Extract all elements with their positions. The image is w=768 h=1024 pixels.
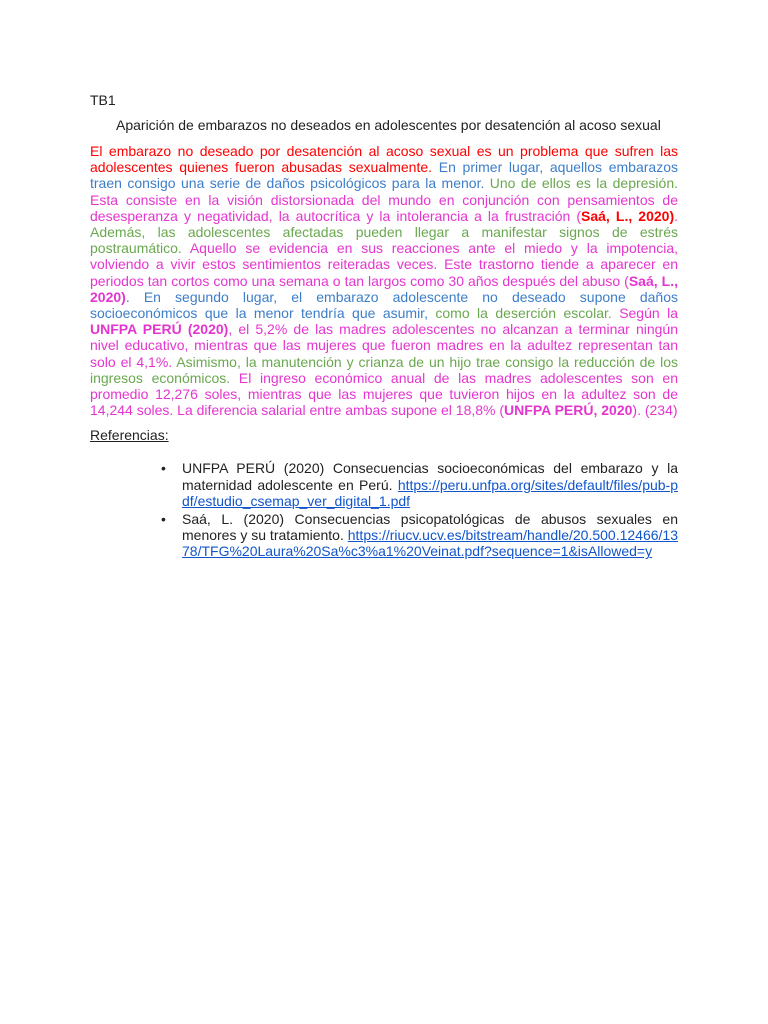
paragraph-segment: , el 5,2% de las madres adolescentes no alcanzan a terminar ningún nivel educativo, mientras que las mujeres que fueron madres en la adultez representan tan solo el 4,1%. <box>90 321 678 370</box>
paragraph-segment: . <box>674 207 679 224</box>
paragraph-segment: . En segundo lugar, el embarazo adolescente no deseado supone daños socioeconómicos que la menor tendría que asumir, <box>90 288 678 322</box>
reference-link[interactable]: https://peru.unfpa.org/sites/default/files/pub-pdf/estudio_csemap_ver_digital_1.pdf <box>182 476 678 509</box>
document-page <box>90 92 678 562</box>
paragraph-segment: El ingreso económico anual de las madres adolescentes son en promedio 12,276 soles, mientras que las mujeres que tuvieron hijos en la adultez son de 14,244 soles. La diferencia salarial entre ambas supone el 18,8% ( <box>90 369 678 419</box>
paragraph-segment: Asimismo, la manutención y crianza de un hijo trae consigo la reducción de los ingresos económicos. <box>90 353 678 386</box>
paragraph-segment: Según la <box>619 305 678 322</box>
reference-item <box>161 511 678 560</box>
reference-text: Saá, L. (2020) Consecuencias psicopatológicas de abusos sexuales en menores y su tratamiento. <box>182 511 678 544</box>
paragraph-segment: Esta consiste en la visión distorsionada del mundo en conjunción con pensamientos de desesperanza y negatividad, la autocrítica y la intolerancia a la frustración ( <box>90 191 678 224</box>
body-paragraph <box>90 143 678 418</box>
bullet-icon: • <box>161 460 166 477</box>
citation: UNFPA PERÚ (2020) <box>90 321 229 338</box>
paragraph-segment: En primer lugar, aquellos embarazos traen consigo una serie de daños psicológicos para la menor. <box>90 159 678 192</box>
reference-item <box>161 460 678 509</box>
citation: UNFPA PERÚ, 2020 <box>504 402 633 419</box>
paragraph-segment: como la deserción escolar. <box>435 305 620 322</box>
paragraph-segment: ). (234) <box>632 402 678 419</box>
references-list <box>90 460 678 559</box>
reference-text: UNFPA PERÚ (2020) Consecuencias socioeconómicas del embarazo y la maternidad adolescente en Perú. <box>182 460 678 493</box>
paragraph-segment: Uno de ellos es la depresión. <box>489 175 678 192</box>
paragraph-segment: El embarazo no deseado por desatención al acoso sexual es un problema que sufren las adolescentes quienes fueron abusadas sexualmente. <box>90 143 678 176</box>
references-heading: Referencias: <box>90 427 169 444</box>
paragraph-segment: Aquello se evidencia en sus reacciones ante el miedo y la impotencia, volviendo a vivir estos sentimientos reiteradas veces. Este trastorno tiende a aparecer en periodos tan cortos como una semana o tan largos como 30 años después del abuso ( <box>90 240 678 289</box>
document-title: Aparición de embarazos no deseados en adolescentes por desatención al acoso sexual <box>116 117 661 133</box>
paragraph-segment: Además, las adolescentes afectadas pueden llegar a manifestar signos de estrés postraumático. <box>90 224 678 257</box>
citation: Saá, L., 2020) <box>581 207 675 224</box>
document-code: TB1 <box>90 92 116 108</box>
bullet-icon: • <box>161 511 166 528</box>
reference-link[interactable]: https://riucv.ucv.es/bitstream/handle/20.500.12466/1378/TFG%20Laura%20Sa%c3%a1%20Veinat.pdf?sequence=1&isAllowed=y <box>182 527 678 560</box>
citation: Saá, L., 2020) <box>90 272 678 305</box>
